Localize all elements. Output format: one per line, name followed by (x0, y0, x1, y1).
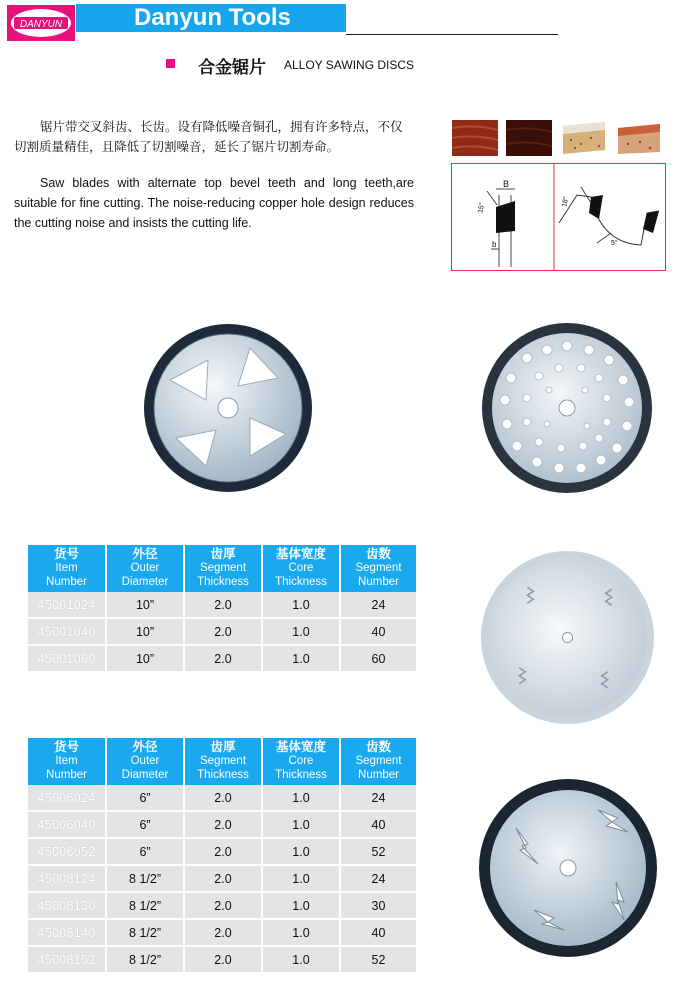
header-outer-diameter: 外径 Outer Diameter (107, 545, 183, 592)
section-marker (166, 59, 175, 68)
table-row: 45006052 6” 2.0 1.0 52 (28, 839, 416, 866)
table-row: 45008152 8 1/2” 2.0 1.0 52 (28, 947, 416, 974)
logo-text: DANYUN (19, 19, 63, 30)
swatch-laminate (616, 120, 662, 156)
header-core-thickness: 基体宽度 Core Thickness (263, 545, 339, 592)
brand-title: Danyun Tools (76, 4, 346, 32)
table-row: 45008130 8 1/2” 2.0 1.0 30 (28, 893, 416, 920)
header-segment-number: 齿数 Segment Number (341, 545, 416, 592)
saw-blade-lightning (478, 778, 658, 958)
header-item-number: 货号 Item Number (28, 545, 105, 592)
angle-18: 18° (561, 195, 571, 208)
spec-table-6-8in (26, 738, 418, 974)
header-segment-thickness: 齿厚 Segment Thickness (185, 545, 261, 592)
header-core-thickness: 基体宽度 Core Thickness (263, 738, 339, 785)
table-row: 45006040 6” 2.0 1.0 40 (28, 812, 416, 839)
label-b: b (492, 240, 497, 249)
header-segment-number: 齿数 Segment Number (341, 738, 416, 785)
angle-15: 15° (477, 201, 487, 214)
table-row: 45001060 10” 2.0 1.0 60 (28, 646, 416, 673)
table-row: 45001024 10” 2.0 1.0 24 (28, 592, 416, 619)
table-row: 45008124 8 1/2” 2.0 1.0 24 (28, 866, 416, 893)
table-row: 45008140 8 1/2” 2.0 1.0 40 (28, 920, 416, 947)
section-title-en: ALLOY SAWING DISCS (284, 58, 415, 72)
section-title-cn: 合金锯片 (198, 58, 266, 77)
saw-blade-windowed (143, 323, 313, 493)
saw-blade-fine-teeth (480, 550, 655, 725)
label-B: B (503, 179, 510, 189)
header-segment-thickness: 齿厚 Segment Thickness (185, 738, 261, 785)
swatch-darkwood (506, 120, 552, 156)
swatch-particleboard (561, 120, 607, 156)
description-cn: 锯片带交叉斜齿、长齿。设有降低噪音铜孔，拥有许多特点，不仅切割质量精佳，且降低了切割噪音，延长了锯片切割寿命。 (14, 120, 403, 154)
header-outer-diameter: 外径 Outer Diameter (107, 738, 183, 785)
saw-blade-perforated (481, 322, 653, 494)
header-rule (346, 34, 558, 35)
table-row: 45001040 10” 2.0 1.0 40 (28, 619, 416, 646)
table-row: 45006024 6” 2.0 1.0 24 (28, 785, 416, 812)
description-en: Saw blades with alternate top bevel teeth and long teeth,are suitable for fine cutting. The noise-reducing copper hole design reduces the cutting noise and insists the cutting life. (14, 176, 414, 230)
swatch-redwood (452, 120, 498, 156)
spec-table-10in (26, 545, 418, 673)
angle-5: 5° (611, 240, 618, 247)
danyun-logo (6, 4, 76, 42)
tooth-geometry-diagram (451, 163, 666, 271)
header-item-number: 货号 Item Number (28, 738, 105, 785)
